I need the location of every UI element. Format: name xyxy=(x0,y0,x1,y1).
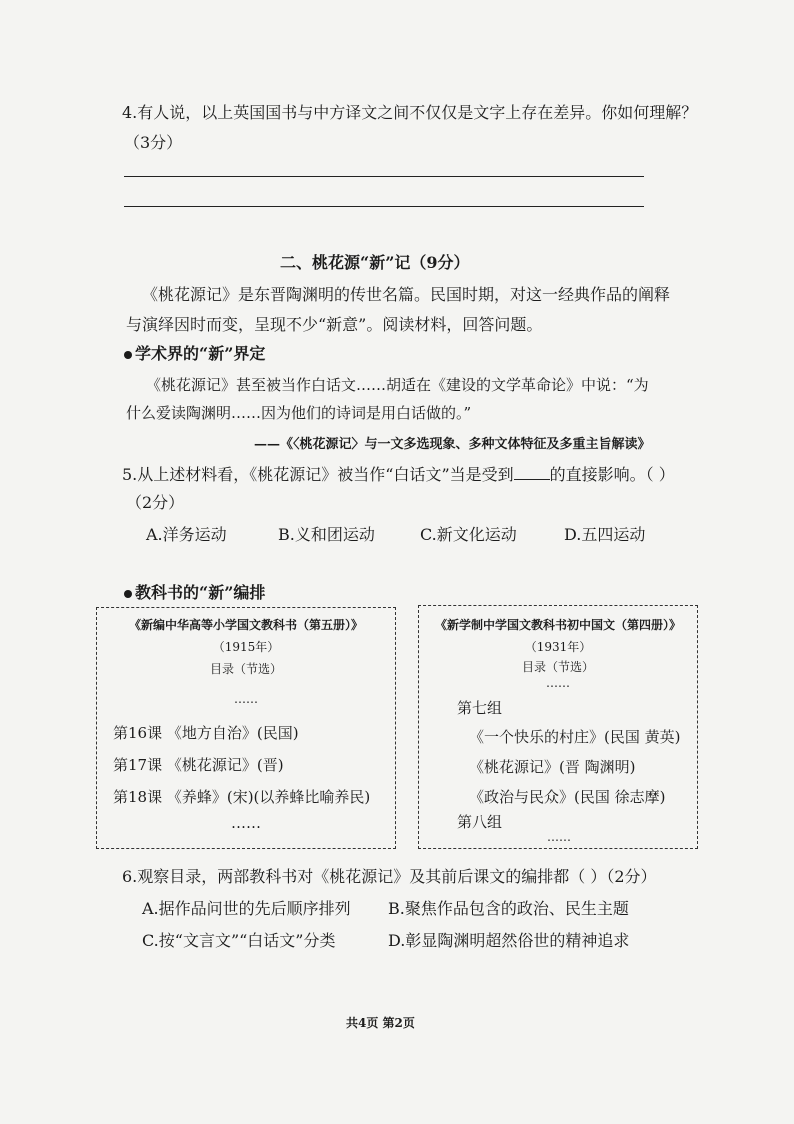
box-1915-item: 第18课 《养蜂》(宋)(以养蜂比喻养民) xyxy=(113,788,371,806)
textbook-box-1915 xyxy=(96,607,396,849)
q6-option-c: C.按“文言文”“白话文”分类 xyxy=(142,931,336,950)
box-1915-item: 第17课 《桃花源记》(晋) xyxy=(113,756,284,774)
q4-line1: 4.有人说，以上英国国书与中方译文之间不仅仅是文字上存在差异。你如何理解？ xyxy=(122,103,698,122)
box-1931-item: 《政治与民众》(民国 徐志摩) xyxy=(469,788,666,806)
box-1931-year: （1931年） xyxy=(524,640,592,654)
box-1915-ellipsis-bottom: …… xyxy=(231,814,261,832)
box-1915-item: 第16课 《地方自治》(民国) xyxy=(113,724,299,742)
academic-heading: 学术界的“新”界定 xyxy=(124,341,265,364)
academic-quote-line2: 什么爱读陶渊明……因为他们的诗词是用白话做的。” xyxy=(126,404,472,422)
q5-line1: 5.从上述材料看，《桃花源记》被当作“白话文”当是受到 的直接影响。（ ） xyxy=(122,465,675,484)
answer-line-1 xyxy=(124,176,644,177)
q6-option-a: A.据作品问世的先后顺序排列 xyxy=(142,899,351,918)
box-1915-toc: 目录（节选） xyxy=(209,662,282,676)
q5-option-d: D.五四运动 xyxy=(564,525,646,544)
section-intro-line2: 与演绎因时而变，呈现不少“新意”。阅读材料，回答问题。 xyxy=(126,315,543,334)
bullet-icon xyxy=(124,590,132,598)
q5-blank xyxy=(514,465,550,480)
q5-line2: （2分） xyxy=(126,493,185,512)
box-1931-item: 《一个快乐的村庄》(民国 黄英) xyxy=(469,728,681,746)
box-1931-ellipsis-bottom: …… xyxy=(547,830,571,844)
box-1931-group7: 第七组 xyxy=(457,699,503,717)
box-1931-title: 《新学制中学国文教科书初中国文（第四册）》 xyxy=(434,618,681,632)
q5-option-b: B.义和团运动 xyxy=(278,525,375,544)
box-1931-item: 《桃花源记》(晋 陶渊明) xyxy=(469,758,636,776)
academic-quote-line1: 《桃花源记》甚至被当作白话文……胡适在《建设的文学革命论》中说：“为 xyxy=(146,376,649,394)
q6-stem: 6.观察目录，两部教科书对《桃花源记》及其前后课文的编排都（ ）（2分） xyxy=(122,867,657,886)
box-1931-ellipsis-top: …… xyxy=(546,676,570,690)
section-intro-line1: 《桃花源记》是东晋陶渊明的传世名篇。民国时期，对这一经典作品的阐释 xyxy=(142,285,671,304)
bullet-icon xyxy=(124,351,132,359)
q5-option-c: C.新文化运动 xyxy=(420,525,517,544)
box-1915-ellipsis-top: …… xyxy=(234,692,258,706)
box-1915-title: 《新编中华高等小学国文教科书（第五册）》 xyxy=(128,618,363,632)
academic-source: ——《〈桃花源记〉与一文多选现象、多种文体特征及多重主旨解读》 xyxy=(254,437,651,452)
answer-line-2 xyxy=(124,206,644,207)
box-1931-group8: 第八组 xyxy=(457,813,503,831)
page-number: 共4页 第2页 xyxy=(346,1016,415,1030)
section-title: 二、桃花源“新”记（9分） xyxy=(280,253,470,272)
box-1931-toc: 目录（节选） xyxy=(521,660,594,674)
q4-line2: （3分） xyxy=(124,133,183,152)
q5-option-a: A.洋务运动 xyxy=(146,525,227,544)
q6-option-b: B.聚焦作品包含的政治、民生主题 xyxy=(388,899,629,918)
textbook-heading: 教科书的“新”编排 xyxy=(124,580,265,603)
q6-option-d: D.彰显陶渊明超然俗世的精神追求 xyxy=(388,931,630,950)
box-1915-year: （1915年） xyxy=(212,640,280,654)
textbook-box-1931 xyxy=(418,605,698,849)
